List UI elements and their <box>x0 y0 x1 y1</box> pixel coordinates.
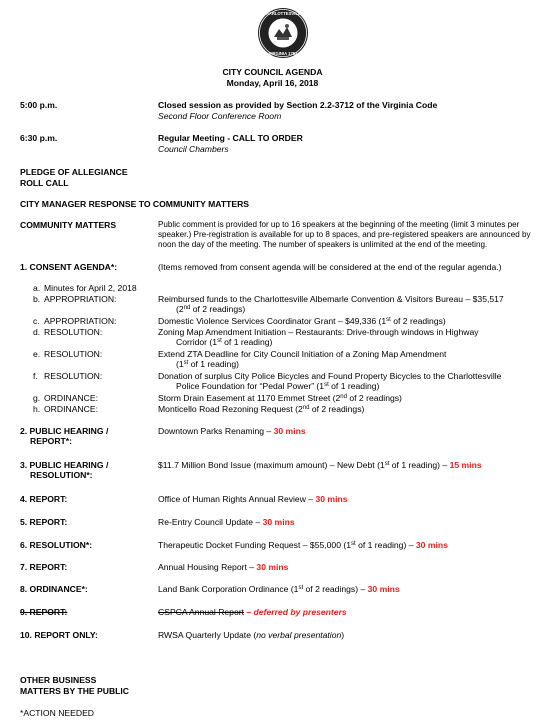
consent-item-text <box>158 316 543 326</box>
agenda-item-label: 7. REPORT: <box>20 562 68 572</box>
consent-item-text <box>158 371 543 392</box>
consent-item-letter: g. <box>33 393 41 403</box>
consent-item-letter: h. <box>33 404 41 414</box>
consent-item-desc-cont: (1 <box>176 359 184 370</box>
consent-item-desc-cont: of 1 reading) <box>221 337 273 348</box>
deferred-note: – deferred by presenters <box>244 607 347 617</box>
agenda-item-text <box>158 584 543 594</box>
time-allotment: 30 mins <box>367 584 400 594</box>
consent-item-label: RESOLUTION: <box>44 349 103 359</box>
agenda-item-desc: RWSA Quarterly Update ( <box>158 630 257 640</box>
time-allotment: 30 mins <box>315 494 348 504</box>
consent-item-letter: a. <box>33 283 41 293</box>
consent-item <box>33 294 155 304</box>
agenda-item-desc: of 1 reading) – <box>355 540 416 550</box>
agenda-item-text <box>158 426 543 436</box>
city-seal <box>257 7 309 59</box>
consent-item-desc: Donation of surplus City Police Bicycles and Found Property Bicycles to the Charlottesville <box>158 371 502 381</box>
consent-item-desc: Storm Drain Easement at 1170 Emmet Street (2 <box>158 393 341 403</box>
matters-by-public-heading: MATTERS BY THE PUBLIC <box>20 686 130 696</box>
consent-item <box>33 327 155 337</box>
session-time: 5:00 p.m. <box>20 100 58 110</box>
consent-item-label: Minutes for April 2, 2018 <box>44 283 137 293</box>
consent-item-desc-cont: of 2 readings) <box>190 304 246 315</box>
agenda-item-label-line: REPORT*: <box>30 436 73 446</box>
consent-item <box>33 349 155 359</box>
consent-item-letter: c. <box>33 316 40 326</box>
agenda-item-label-line: RESOLUTION*: <box>30 470 93 480</box>
agenda-item-label <box>20 426 152 446</box>
consent-item-label: RESOLUTION: <box>44 327 103 337</box>
agenda-item-desc-italic: no verbal presentation <box>256 630 342 640</box>
time-allotment: 30 mins <box>273 426 306 436</box>
consent-item-label: APPROPRIATION: <box>44 294 117 304</box>
agenda-item-desc: Downtown Parks Renaming – <box>158 426 274 436</box>
consent-item-letter: f. <box>33 371 38 381</box>
agenda-item-text <box>158 460 543 470</box>
time-allotment: 30 mins <box>256 562 289 572</box>
city-manager-heading: CITY MANAGER RESPONSE TO COMMUNITY MATTERS <box>20 199 250 209</box>
agenda-item-desc: Therapeutic Docket Funding Request – $55,000 (1 <box>158 540 352 550</box>
agenda-date: Monday, April 16, 2018 <box>226 78 319 88</box>
ordinal-suffix: st <box>217 338 222 345</box>
community-matters-text: Public comment is provided for up to 16 speakers at the beginning of the meeting (limit 3 minutes per speaker.) Pre-registration is available for up to 8 spaces, and pre-registered speakers are announced by noon the day of the meeting. The number of speakers is unlimited at the end of the meeting. <box>158 220 531 249</box>
consent-item-desc: of 2 readings) <box>390 316 446 326</box>
consent-agenda-note: (Items removed from consent agenda will be considered at the end of the regular agenda.) <box>158 262 502 272</box>
agenda-item-text <box>158 630 543 640</box>
consent-item <box>33 371 155 381</box>
consent-item <box>33 316 155 326</box>
ordinal-suffix: nd <box>302 405 310 411</box>
session-location: Council Chambers <box>158 144 229 154</box>
ordinal-suffix: st <box>183 360 189 367</box>
consent-item <box>33 393 155 403</box>
session-title: Closed session as provided by Section 2.2-3712 of the Virginia Code <box>158 100 438 110</box>
agenda-item-text <box>158 562 543 572</box>
consent-item <box>33 404 155 414</box>
consent-item-text <box>158 393 543 403</box>
pledge-heading: PLEDGE OF ALLEGIANCE <box>20 167 128 177</box>
consent-item-label: APPROPRIATION: <box>44 316 117 326</box>
agenda-item-desc: of 1 reading) – <box>389 460 450 470</box>
agenda-item-text <box>158 607 543 617</box>
agenda-item-text <box>158 540 543 550</box>
ordinal-suffix: st <box>298 585 304 591</box>
agenda-item-label: 5. REPORT: <box>20 517 68 527</box>
consent-item-desc: Monticello Road Rezoning Request (2 <box>158 404 303 414</box>
ordinal-suffix: st <box>386 317 391 323</box>
agenda-item-label: 9. REPORT: <box>20 607 68 617</box>
agenda-item-text <box>158 494 543 504</box>
agenda-item-desc: Re-Entry Council Update – <box>158 517 263 527</box>
ordinal-suffix: st <box>351 541 356 547</box>
consent-item-desc-cont: Corridor (1 <box>176 337 218 348</box>
seal-text-top: CHARLOTTESVILLE <box>262 11 304 16</box>
agenda-item-text <box>158 517 543 527</box>
consent-item-label: RESOLUTION: <box>44 371 103 381</box>
consent-item-text <box>158 349 543 370</box>
time-allotment: 30 mins <box>262 517 295 527</box>
agenda-item-desc: Office of Human Rights Annual Review – <box>158 494 316 504</box>
agenda-item-label: 6. RESOLUTION*: <box>20 540 93 550</box>
agenda-item-desc: ) <box>341 630 345 640</box>
seal-graphic <box>257 7 309 59</box>
consent-agenda-label: 1. CONSENT AGENDA*: <box>20 262 118 272</box>
consent-item-label: ORDINANCE: <box>44 393 98 403</box>
agenda-item-label-line: 3. PUBLIC HEARING / <box>20 460 109 470</box>
other-business-heading: OTHER BUSINESS <box>20 675 97 685</box>
consent-item-desc: Extend ZTA Deadline for City Council Initiation of a Zoning Map Amendment <box>158 349 447 359</box>
consent-item-text <box>158 294 543 315</box>
time-allotment: 30 mins <box>415 540 448 550</box>
agenda-item-desc: of 2 readings) – <box>303 584 368 594</box>
consent-item-desc: of 2 readings) <box>346 393 402 403</box>
consent-item-letter: e. <box>33 349 41 359</box>
ordinal-suffix: nd <box>340 394 347 400</box>
agenda-item-label <box>20 460 152 480</box>
action-needed-footnote: *ACTION NEEDED <box>20 708 95 718</box>
consent-item-desc: of 2 readings) <box>309 404 365 414</box>
consent-item-letter: b. <box>33 294 41 304</box>
time-allotment: 15 mins <box>449 460 482 470</box>
consent-item-desc: Zoning Map Amendment Initiation – Restaurants: Drive-through windows in Highway <box>158 327 479 337</box>
agenda-item-desc: Annual Housing Report – <box>158 562 257 572</box>
agenda-item-label: 10. REPORT ONLY: <box>20 630 98 640</box>
ordinal-suffix: st <box>324 382 329 389</box>
consent-item-text <box>158 404 543 414</box>
agenda-item-desc: CSPCA Annual Report <box>158 607 244 617</box>
consent-item-desc-cont: of 1 reading) <box>328 381 380 392</box>
consent-item <box>33 283 233 293</box>
consent-item-desc: Domestic Violence Services Coordinator Grant – $49,336 (1 <box>158 316 387 326</box>
community-matters-label: COMMUNITY MATTERS <box>20 220 117 230</box>
consent-item-desc: Reimbursed funds to the Charlottesville Albemarle Convention & Visitors Bureau – $35,517 <box>158 294 504 304</box>
consent-item-letter: d. <box>33 327 41 337</box>
roll-call-heading: ROLL CALL <box>20 178 69 188</box>
consent-item-text <box>158 327 543 348</box>
agenda-item-label: 4. REPORT: <box>20 494 68 504</box>
agenda-title: CITY COUNCIL AGENDA <box>222 67 323 77</box>
consent-item-desc-cont: Police Foundation for “Pedal Power” (1 <box>176 381 325 392</box>
ordinal-suffix: nd <box>183 305 191 312</box>
agenda-item-label-line: 2. PUBLIC HEARING / <box>20 426 109 436</box>
consent-item-desc-cont: (2 <box>176 304 184 315</box>
consent-item-desc-cont: of 1 reading) <box>188 359 239 370</box>
agenda-item-desc: Land Bank Corporation Ordinance (1 <box>158 584 299 594</box>
session-location: Second Floor Conference Room <box>158 111 282 121</box>
seal-text-bottom: VIRGINIA 1762 <box>268 51 298 56</box>
agenda-item-label: 8. ORDINANCE*: <box>20 584 88 594</box>
session-time: 6:30 p.m. <box>20 133 58 143</box>
consent-item-label: ORDINANCE: <box>44 404 98 414</box>
session-title: Regular Meeting - CALL TO ORDER <box>158 133 303 143</box>
ordinal-suffix: st <box>384 461 390 467</box>
agenda-item-desc: $11.7 Million Bond Issue (maximum amount) – New Debt (1 <box>158 460 385 470</box>
